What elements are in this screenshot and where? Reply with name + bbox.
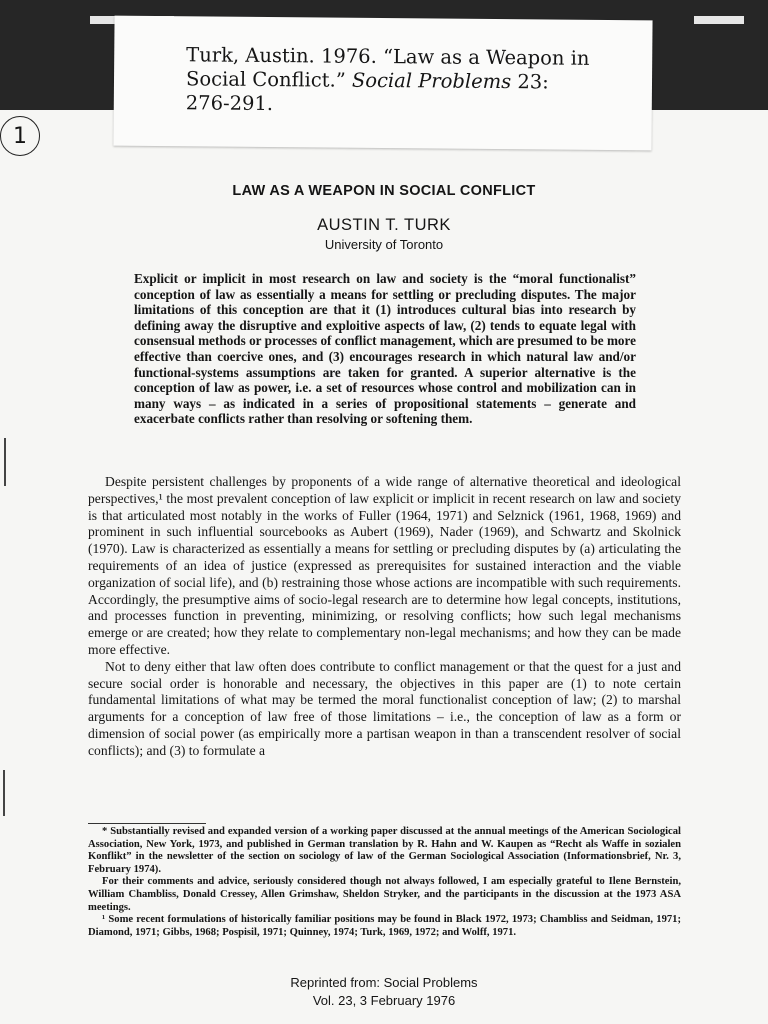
footnote-star: * Substantially revised and expanded version of a working paper discussed at the annual meetings of the American Sociological Association, New York, 1973, and published in German translation by R. Hahn and W. Kaupen as “Recht als Waffe in sozialen Konflikt” in the newsletter of the section on sociology of law of the German Sociological Association (Informationsbrief, Nr. 3, February 1974).: [88, 826, 681, 875]
citation-line-1: Turk, Austin. 1976. “Law as a Weapon in: [186, 43, 590, 70]
citation-text: [186, 43, 637, 119]
article-title: LAW AS A WEAPON IN SOCIAL CONFLICT: [232, 183, 536, 199]
citation-pages: 276-291.: [185, 91, 274, 116]
body-paragraph-2: Not to deny either that law often does contribute to conflict management or that the quest for a just and secure social order is honorable and necessary, the objectives in this paper are (1) to note certain fundamental limitations of what may be termed the moral functionalist conception of law; (2) to marshal arguments for a conception of law free of those limitations – i.e., the conception of law as a form or dimension of social power (as empirically more a partisan weapon in than a transcendent resolver of social conflicts); and (3) to formulate a: [88, 658, 681, 758]
article-body: [88, 474, 681, 760]
footnote-rule: [88, 823, 206, 824]
footnotes: [88, 826, 681, 939]
citation-journal: Social Problems: [351, 68, 512, 94]
footnote-thanks: For their comments and advice, seriously considered though not always followed, I am especially grateful to Ilene Bernstein, William Chambliss, Donald Cressey, Allen Grimshaw, Sheldon Stryker, and the participants in the discussion at the 1973 ASA meetings.: [88, 876, 681, 913]
handwritten-page-mark: 1: [0, 116, 40, 156]
author-affiliation: University of Toronto: [324, 237, 444, 252]
margin-mark: [3, 770, 5, 816]
article-author: AUSTIN T. TURK: [317, 216, 451, 234]
scan-notch: [694, 16, 744, 24]
body-paragraph-1: Despite persistent challenges by proponents of a wide range of alternative theoretical and ideological perspectives,¹ the most prevalent conception of law explicit or implicit in recent research on law and society is that articulated most notably in the works of Fuller (1964, 1971) and Selznick (1961, 1968, 1969) and prominent in such influential sourcebooks as Aubert (1969), Nader (1969), and Schwartz and Skolnick (1970). Law is characterized as essentially a means for settling or precluding disputes by (a) articulating the requirements of an idea of justice (expressed as prerequisites for sustained interaction and the viable organization of social life), and (b) restraining those whose actions are incompatible with such requirements. Accordingly, the presumptive aims of socio-legal research are to determine how legal concepts, institutions, and processes function in preventing, minimizing, or resolving conflicts; how such legal mechanisms emerge or are created; how they relate to complementary non-legal mechanisms; and how they can be made more effective.: [88, 474, 681, 657]
abstract: Explicit or implicit in most research on law and society is the “moral functionalist” conception of law as essentially a means for settling or precluding disputes. The major limitations of this conception are that it (1) introduces cultural bias into research by defining away the disruptive and exploitive aspects of law, (2) tends to equate legal with consensual methods or processes of conflict management, which are presumed to be more effective than coercive ones, and (3) encourages research in which natural law and/or functional-systems assumptions are taken for granted. A superior alternative is the conception of law as power, i.e. a set of resources whose control and mobilization can in many ways – as indicated in a series of propositional statements – generate and exacerbate conflicts rather than resolving or softening them.: [134, 271, 636, 427]
citation-slip: [113, 16, 652, 151]
reprint-source: Reprinted from: Social Problems: [290, 975, 478, 990]
citation-volume: 23:: [511, 70, 549, 94]
footnote-1: ¹ Some recent formulations of historically familiar positions may be found in Black 1972, 1973; Chambliss and Seidman, 1971; Diamond, 1971; Gibbs, 1968; Pospisil, 1971; Quinney, 1974; Turk, 1969, 1972; and Wolff, 1971.: [88, 914, 681, 938]
citation-title-end: Social Conflict.”: [185, 67, 353, 92]
reprint-volume: Vol. 23, 3 February 1976: [312, 993, 456, 1008]
reprint-notice: [0, 974, 768, 1010]
margin-mark: [4, 438, 6, 486]
